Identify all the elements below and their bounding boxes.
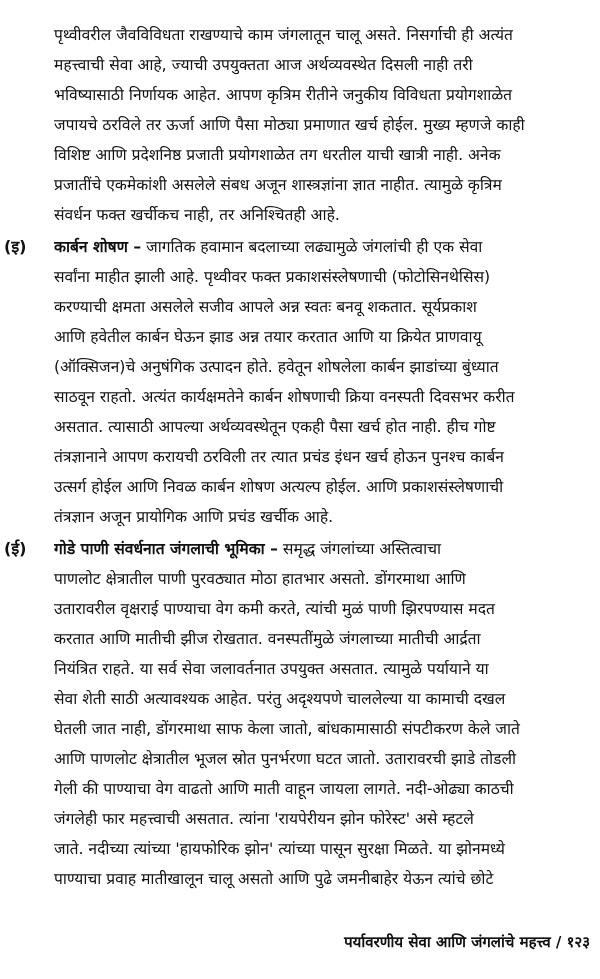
paragraph-line: गेली की पाण्याचा वेग वाढतो आणि माती वाहून जायला लागते. नदी-ओढ्या काठची <box>54 780 514 798</box>
paragraph-line: महत्त्वाची सेवा आहे, ज्याची उपयुक्तता आज अर्थव्यवस्थेत दिसली नाही तरी <box>54 56 473 74</box>
paragraph-line: असतात. त्यासाठी आपल्या अर्थव्यवस्थेतून एकही पैसा खर्च होत नाही. हीच गोष्ट <box>54 418 496 436</box>
paragraph-line: नियंत्रित राहते. या सर्व सेवा जलावर्तनात उपयुक्त असतात. त्यामुळे पर्यायाने या <box>54 660 489 678</box>
paragraph-line: भविष्यासाठी निर्णायक आहेत. आपण कृत्रिम रीतीने जनुकीय विविधता प्रयोगशाळेत <box>54 86 513 104</box>
section-heading: गोडे पाणी संवर्धनात जंगलाची भूमिका – <box>54 540 278 558</box>
paragraph-line: (ऑक्सिजन)चे अनुषंगिक उत्पादन होते. हवेतून शोषलेला कार्बन झाडांच्या बुंध्यात <box>54 358 499 376</box>
paragraph-line: विशिष्ट आणि प्रदेशनिष्ठ प्रजाती प्रयोगशाळेत तग धरतील याची खात्री नाही. अनेक <box>54 146 501 164</box>
paragraph-line: तंत्रज्ञानाने आपण करायची ठरविली तर त्यात प्रचंड इंधन खर्च होऊन पुनश्च कार्बन <box>54 448 504 466</box>
section-first-line-text: समृद्ध जंगलांच्या अस्तित्वाचा <box>277 540 442 558</box>
section-first-line-text: जागतिक हवामान बदलाच्या लढ्यामुळे जंगलांची ही एक सेवा <box>141 238 483 256</box>
paragraph-line: पृथ्वीवरील जैवविविधता राखण्याचे काम जंगलातून चालू असते. निसर्गाची ही अत्यंत <box>54 26 513 44</box>
paragraph-line: तंत्रज्ञान अजून प्रायोगिक आणि प्रचंड खर्चीक आहे. <box>54 508 334 526</box>
paragraph-line: आणि हवेतील कार्बन घेऊन झाड अन्न तयार करतात आणि या क्रियेत प्राणवायू <box>54 328 482 346</box>
paragraph-line: जपायचे ठरविले तर ऊर्जा आणि पैसा मोठ्या प्रमाणात खर्च होईल. मुख्य म्हणजे काही <box>54 116 525 134</box>
paragraph-line: साठवून राहतो. अत्यंत कार्यक्षमतेने कार्बन शोषणाची क्रिया वनस्पती दिवसभर करीत <box>54 388 515 406</box>
section-label: (इ) <box>4 237 27 256</box>
paragraph-line: आणि पाणलोट क्षेत्रातील भूजल स्रोत पुनर्भरणा घटत जातो. उतारावरची झाडे तोडली <box>54 750 517 768</box>
section-first-line <box>54 534 590 564</box>
paragraph-line: संवर्धन फक्त खर्चीकच नाही, तर अनिश्चितही आहे. <box>54 206 340 224</box>
paragraph-line: सेवा शेती साठी अत्यावश्यक आहेत. परंतु अदृश्यपणे चाललेल्या या कामाची दखल <box>54 690 506 708</box>
section-label: (ई) <box>4 539 27 558</box>
paragraph-line: पाण्याचा प्रवाह मातीखालून चालू असतो आणि पुढे जमनीबाहेर येऊन त्यांचे छोटे <box>54 870 494 888</box>
section-heading: कार्बन शोषण – <box>54 238 142 256</box>
paragraph-line: करतात आणि मातीची झीज रोखतात. वनस्पतींमुळे जंगलाच्या मातीची आर्द्रता <box>54 630 481 648</box>
paragraph-line: जाते. नदीच्या त्यांच्या 'हायफोरिक झोन' त्यांच्या पासून सुरक्षा मिळते. या झोनमध्ये <box>54 840 505 858</box>
paragraph-line: करण्याची क्षमता असलेले सजीव आपले अन्न स्वतः बनवू शकतात. सूर्यप्रकाश <box>54 298 477 316</box>
paragraph-line: जंगलेही फार महत्त्वाची असतात. त्यांना 'रायपेरीयन झोन फोरेस्ट' असे म्हटले <box>54 810 474 828</box>
paragraph-line: घेतली जात नाही, डोंगरमाथा साफ केला जातो, बांधकामासाठी संपटीकरण केले जाते <box>54 720 520 738</box>
section-first-line <box>54 232 590 262</box>
paragraph-line: प्रजातींचे एकमेकांशी असलेले संबध अजून शास्त्रज्ञांना ज्ञात नाहीत. त्यामुळे कृत्रिम <box>54 176 502 194</box>
paragraph-line: उत्सर्ग होईल आणि निवळ कार्बन शोषण अत्यल्प होईल. आणि प्रकाशसंस्लेषणाची <box>54 478 504 496</box>
paragraph-line: सर्वांना माहीत झाली आहे. पृथ्वीवर फक्त प्रकाशसंस्लेषणाची (फोटोसिनथेसिस) <box>54 268 491 286</box>
paragraph-line: उतारावरील वृक्षराई पाण्याचा वेग कमी करते, त्यांची मुळं पाणी झिरपण्यास मदत <box>54 600 495 618</box>
paragraph-line: पाणलोट क्षेत्रातील पाणी पुरवठ्यात मोठा हातभार असतो. डोंगरमाथा आणि <box>54 570 466 588</box>
page-footer: पर्यावरणीय सेवा आणि जंगलांचे महत्त्व / १२३ <box>344 933 590 951</box>
